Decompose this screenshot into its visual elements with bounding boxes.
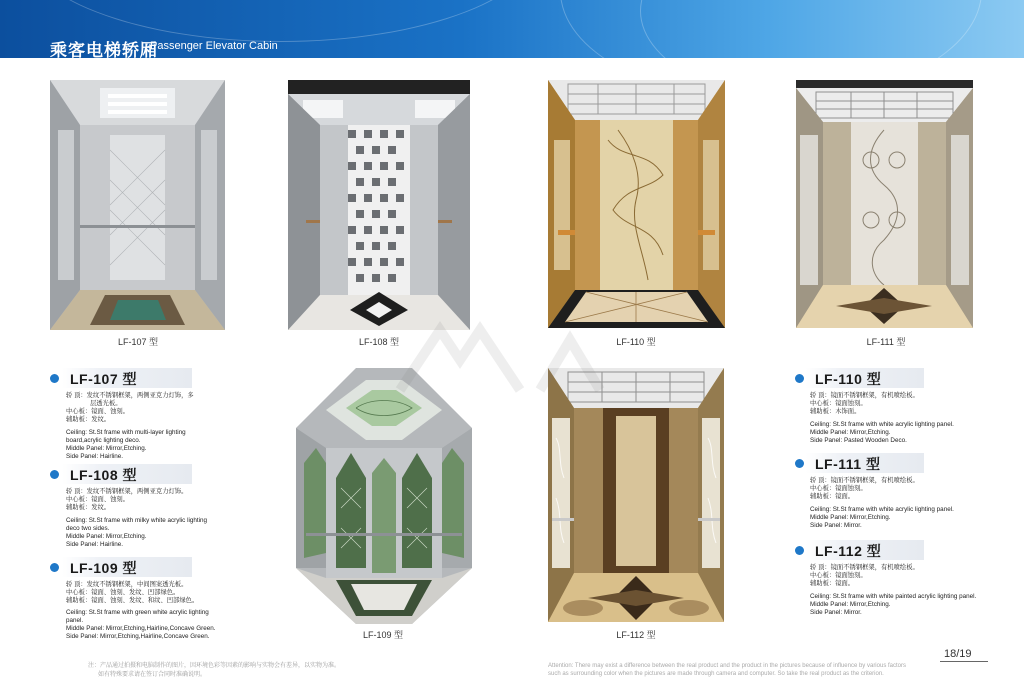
footer-cn-line: 如有特殊要求请在签订合同时准确说明。 bbox=[98, 672, 207, 678]
cabin-photo-lf108 bbox=[288, 80, 470, 330]
desc-en-line: Side Panel: Hairline. bbox=[66, 453, 124, 460]
desc-cn-line: 中心板：镜面、蚀刻、发纹、凹部绿色。 bbox=[66, 589, 180, 596]
cabin-photo-lf112 bbox=[548, 368, 724, 622]
desc-en-line: Ceiling: St.St frame with green white acrylic lighting bbox=[66, 609, 209, 616]
page-title-cn: 乘客电梯轿厢 bbox=[50, 41, 158, 58]
cabin-photo-lf111 bbox=[796, 80, 973, 328]
model-title-lf111: LF-111 型 bbox=[815, 456, 881, 472]
model-title-lf108: LF-108 型 bbox=[70, 467, 138, 483]
page-number: 18/19 bbox=[944, 648, 972, 660]
desc-cn-line: 辅助板：木饰面。 bbox=[810, 408, 861, 415]
model-title-lf110: LF-110 型 bbox=[815, 371, 882, 387]
desc-en-line: Middle Panel: Mirror,Etching. bbox=[810, 514, 891, 521]
footer-note-cn bbox=[88, 662, 340, 680]
page-title-en: Passenger Elevator Cabin bbox=[150, 40, 278, 52]
desc-cn-line: 轿 顶：镜面不锈钢框架，有机喷绘板。 bbox=[810, 564, 919, 571]
caption-lf107: LF-107 型 bbox=[117, 337, 159, 347]
bullet-icon bbox=[795, 546, 804, 555]
bullet-icon bbox=[795, 374, 804, 383]
model-desc-lf112 bbox=[810, 564, 976, 617]
footer-note-en bbox=[548, 662, 906, 678]
cabin-photo-lf107 bbox=[50, 80, 225, 330]
model-desc-lf110 bbox=[810, 392, 954, 445]
desc-en-line: Middle Panel: Mirror,Etching. bbox=[66, 533, 147, 540]
desc-cn-line: 辅助板：发纹。 bbox=[66, 416, 111, 423]
model-desc-lf109 bbox=[66, 581, 215, 641]
desc-en-line: Middle Panel: Mirror,Etching. bbox=[810, 429, 891, 436]
desc-cn-line: 层透光板。 bbox=[90, 400, 122, 407]
bullet-icon bbox=[50, 563, 59, 572]
bullet-icon bbox=[795, 459, 804, 468]
desc-en-line: Side Panel: Mirror,Etching,Hairline,Concave Green. bbox=[66, 633, 210, 640]
desc-en-line: Ceiling: St.St frame with white painted acrylic lighting panel. bbox=[810, 593, 977, 600]
desc-cn-line: 中心板：镜面、蚀刻。 bbox=[66, 496, 129, 503]
bullet-icon bbox=[50, 470, 59, 479]
desc-en-line: Side Panel: Hairline. bbox=[66, 541, 124, 548]
desc-en-line: Middle Panel: Mirror,Etching,Hairline,Concave Green. bbox=[66, 625, 216, 632]
header-banner bbox=[0, 0, 1024, 58]
caption-lf110: LF-110 型 bbox=[616, 337, 656, 347]
desc-cn-line: 中心板：镜面、蚀刻。 bbox=[66, 408, 129, 415]
desc-en-line: Ceiling: St.St frame with white acrylic lighting panel. bbox=[810, 421, 954, 428]
desc-en-line: Ceiling: St.St frame with milky white acrylic lighting bbox=[66, 517, 208, 524]
footer-en-line: such as surrounding color when the pictures are made through camera and computer. So take the real product as the criterion. bbox=[548, 671, 884, 677]
model-desc-lf111 bbox=[810, 477, 954, 530]
desc-cn-line: 辅助板：镜面。 bbox=[810, 493, 855, 500]
desc-cn-line: 轿 顶：发纹不锈钢框架，两侧亚克力灯饰。 bbox=[66, 488, 188, 495]
caption-lf112: LF-112 型 bbox=[616, 630, 656, 640]
model-title-lf107: LF-107 型 bbox=[70, 371, 138, 387]
model-title-lf112: LF-112 型 bbox=[815, 543, 882, 559]
desc-en-line: panel. bbox=[66, 617, 84, 624]
desc-cn-line: 轿 顶：发纹不锈钢框架，中间图案透光板。 bbox=[66, 581, 188, 588]
desc-cn-line: 轿 顶：镜面不锈钢框架，有机喷绘板。 bbox=[810, 477, 919, 484]
desc-cn-line: 辅助板：镜面。 bbox=[810, 580, 855, 587]
caption-lf108: LF-108 型 bbox=[358, 337, 400, 347]
desc-cn-line: 轿 顶：发纹不锈钢框架，两侧亚克力灯饰，多 bbox=[66, 392, 194, 399]
caption-lf111: LF-111 型 bbox=[866, 337, 906, 347]
caption-lf109: LF-109 型 bbox=[362, 630, 404, 640]
desc-en-line: Ceiling: St.St frame with white acrylic lighting panel. bbox=[810, 506, 954, 513]
desc-en-line: Side Panel: Pasted Wooden Deco. bbox=[810, 437, 907, 444]
model-desc-lf107 bbox=[66, 392, 194, 461]
model-title-lf109: LF-109 型 bbox=[70, 560, 138, 576]
footer-en-line: Attention: There may exist a difference between the real product and the product in the pictures because of influence by various factors bbox=[548, 663, 906, 669]
desc-cn-line: 中心板：镜面蚀刻。 bbox=[810, 572, 867, 579]
decorative-arc bbox=[640, 0, 1024, 58]
desc-en-line: Side Panel: Mirror. bbox=[810, 522, 862, 529]
desc-en-line: Middle Panel: Mirror,Etching. bbox=[810, 601, 891, 608]
cabin-photo-lf110 bbox=[548, 80, 725, 328]
footer-cn-line: 注：产品通过拍摄和电脑制作的图片，因环境色彩等因素的影响与实物会有差异，以实物为准。 bbox=[88, 663, 341, 669]
desc-cn-line: 中心板：镜面蚀刻。 bbox=[810, 400, 867, 407]
desc-en-line: deco two sides. bbox=[66, 525, 110, 532]
desc-en-line: Ceiling: St.St frame with multi-layer lighting bbox=[66, 429, 186, 436]
page-number-underline bbox=[940, 661, 988, 662]
cabin-photo-lf109 bbox=[296, 368, 472, 624]
desc-en-line: board,acrylic lighting deco. bbox=[66, 437, 141, 444]
watermark-logo bbox=[380, 320, 640, 400]
desc-cn-line: 中心板：镜面蚀刻。 bbox=[810, 485, 867, 492]
desc-en-line: Middle Panel: Mirror,Etching. bbox=[66, 445, 147, 452]
desc-en-line: Side Panel: Mirror. bbox=[810, 609, 862, 616]
model-desc-lf108 bbox=[66, 488, 207, 549]
desc-cn-line: 辅助板：发纹。 bbox=[66, 504, 111, 511]
desc-cn-line: 轿 顶：镜面不锈钢框架，有机喷绘板。 bbox=[810, 392, 919, 399]
desc-cn-line: 辅助板：镜面、蚀刻、发纹、和纹、凹部绿色。 bbox=[66, 597, 199, 604]
bullet-icon bbox=[50, 374, 59, 383]
